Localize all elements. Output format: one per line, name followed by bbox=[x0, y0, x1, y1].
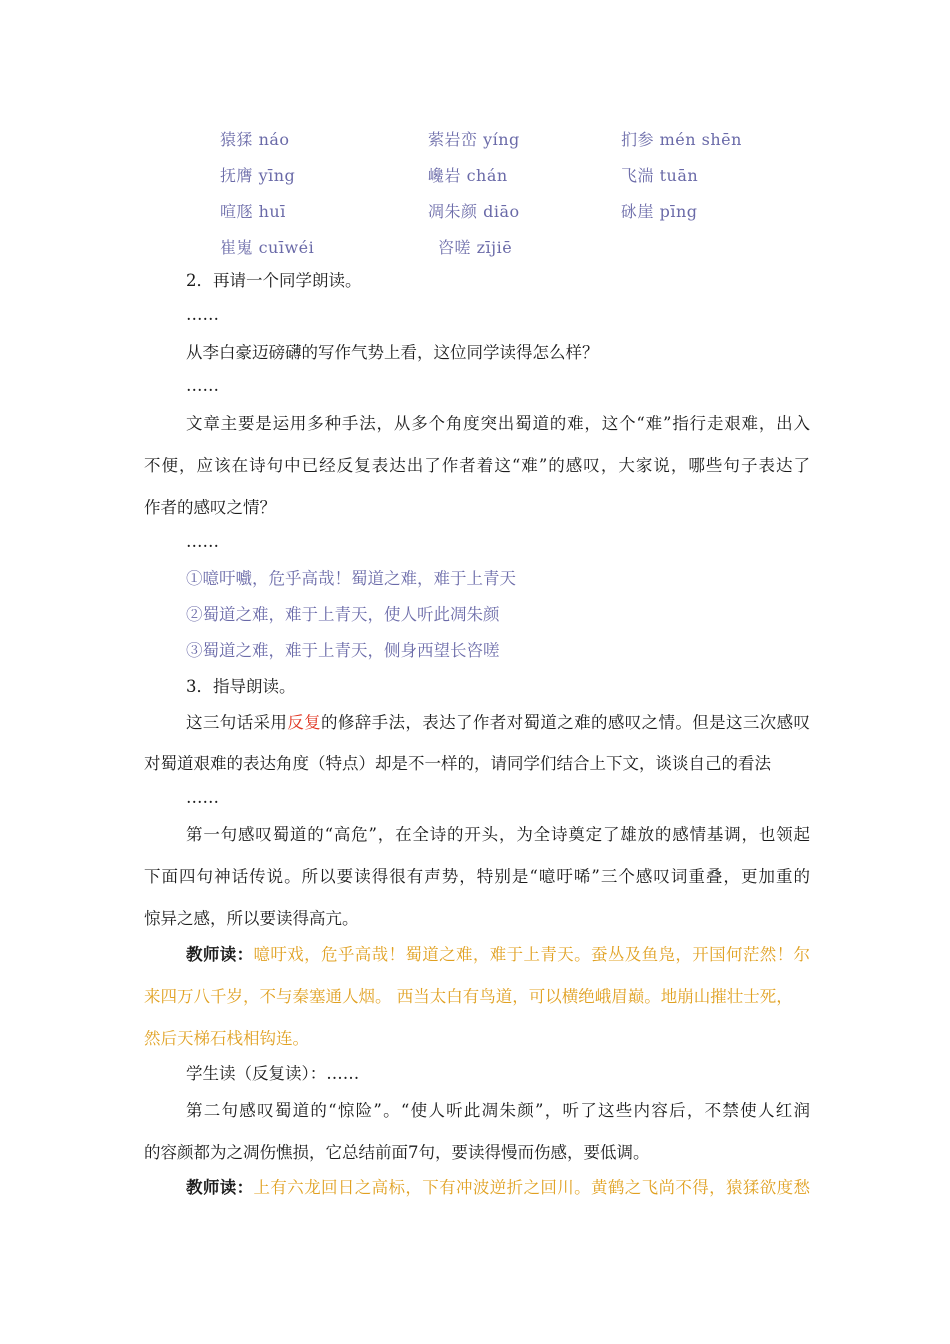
teacher-label: 教师读： bbox=[186, 945, 254, 964]
pinyin-item: 飞湍 tuān bbox=[621, 166, 699, 185]
question-text: 从李白豪迈磅礴的写作气势上看，这位同学读得怎么样？ bbox=[186, 343, 599, 362]
text-span: 的修辞手法，表达了作者对蜀道之难的感叹之情。但是这三次感叹 bbox=[321, 713, 810, 732]
teacher-read-line bbox=[186, 1178, 810, 1198]
pinyin-item: 巉岩 chán bbox=[428, 166, 508, 185]
pinyin-item: 扪参 mén shēn bbox=[621, 130, 742, 149]
teacher-text: 噫吁戏，危乎高哉！蜀道之难，难于上青天。蚕丛及鱼凫，开国何茫然！尔 bbox=[253, 945, 810, 964]
step-heading: 2．再请一个同学朗读。 bbox=[186, 271, 362, 290]
teacher-text-line: 然后天梯石栈相钩连。 bbox=[144, 1029, 309, 1048]
pinyin-item: 咨嗟 zījiē bbox=[438, 238, 513, 257]
teacher-read-line bbox=[186, 945, 810, 965]
teacher-text: 上有六龙回日之高标，下有冲波逆折之回川。黄鹤之飞尚不得，猿猱欲度愁 bbox=[253, 1178, 810, 1197]
pinyin-item: 抚膺 yīng bbox=[220, 166, 296, 185]
ellipsis: …… bbox=[186, 305, 219, 324]
step-heading: 3．指导朗读。 bbox=[186, 677, 296, 696]
pinyin-item: 崔嵬 cuīwéi bbox=[220, 238, 315, 257]
teacher-label: 教师读： bbox=[186, 1178, 254, 1197]
paragraph-line: 的容颜都为之凋伤憔损，它总结前面7句，要读得慢而伤感，要低调。 bbox=[144, 1143, 650, 1162]
pinyin-item: 喧豗 huī bbox=[220, 202, 286, 221]
quote-line: ①噫吁嚱，危乎高哉！蜀道之难，难于上青天 bbox=[186, 569, 516, 588]
paragraph-line: 第一句感叹蜀道的“高危”，在全诗的开头，为全诗奠定了雄放的感情基调，也领起 bbox=[186, 825, 810, 844]
paragraph-line: 对蜀道艰难的表达角度（特点）却是不一样的，请同学们结合上下文，谈谈自己的看法 bbox=[144, 754, 771, 773]
quote-line: ②蜀道之难，难于上青天，使人听此凋朱颜 bbox=[186, 605, 500, 624]
pinyin-item: 萦岩峦 yíng bbox=[428, 130, 520, 149]
ellipsis: …… bbox=[186, 788, 219, 807]
text-span: 这三句话采用 bbox=[186, 713, 288, 732]
pinyin-item: 砯崖 pīng bbox=[621, 202, 698, 221]
quote-line: ③蜀道之难，难于上青天，侧身西望长咨嗟 bbox=[186, 641, 500, 660]
paragraph-line bbox=[186, 713, 810, 733]
emphasis-text: 反复 bbox=[287, 713, 321, 732]
paragraph-line: 惊异之感，所以要读得高亢。 bbox=[144, 909, 359, 928]
ellipsis: …… bbox=[186, 376, 219, 395]
teacher-text-line: 来四万八千岁，不与秦塞通人烟。 西当太白有鸟道，可以横绝峨眉巅。地崩山摧壮士死， bbox=[144, 987, 793, 1006]
paragraph-line: 不便，应该在诗句中已经反复表达出了作者着这“难”的感叹，大家说，哪些句子表达了 bbox=[144, 456, 810, 475]
student-read-line: 学生读（反复读）：…… bbox=[186, 1064, 360, 1083]
pinyin-item: 猿猱 náo bbox=[220, 130, 290, 149]
paragraph-line: 文章主要是运用多种手法，从多个角度突出蜀道的难，这个“难”指行走艰难，出入 bbox=[186, 414, 810, 433]
ellipsis: …… bbox=[186, 532, 219, 551]
paragraph-line: 第二句感叹蜀道的“惊险”。“使人听此凋朱颜”，听了这些内容后，不禁使人红润 bbox=[186, 1101, 810, 1120]
paragraph-line: 作者的感叹之情？ bbox=[144, 498, 276, 517]
paragraph-line: 下面四句神话传说。所以要读得很有声势，特别是“噫吁唏”三个感叹词重叠，更加重的 bbox=[144, 867, 810, 886]
pinyin-item: 凋朱颜 diāo bbox=[428, 202, 520, 221]
